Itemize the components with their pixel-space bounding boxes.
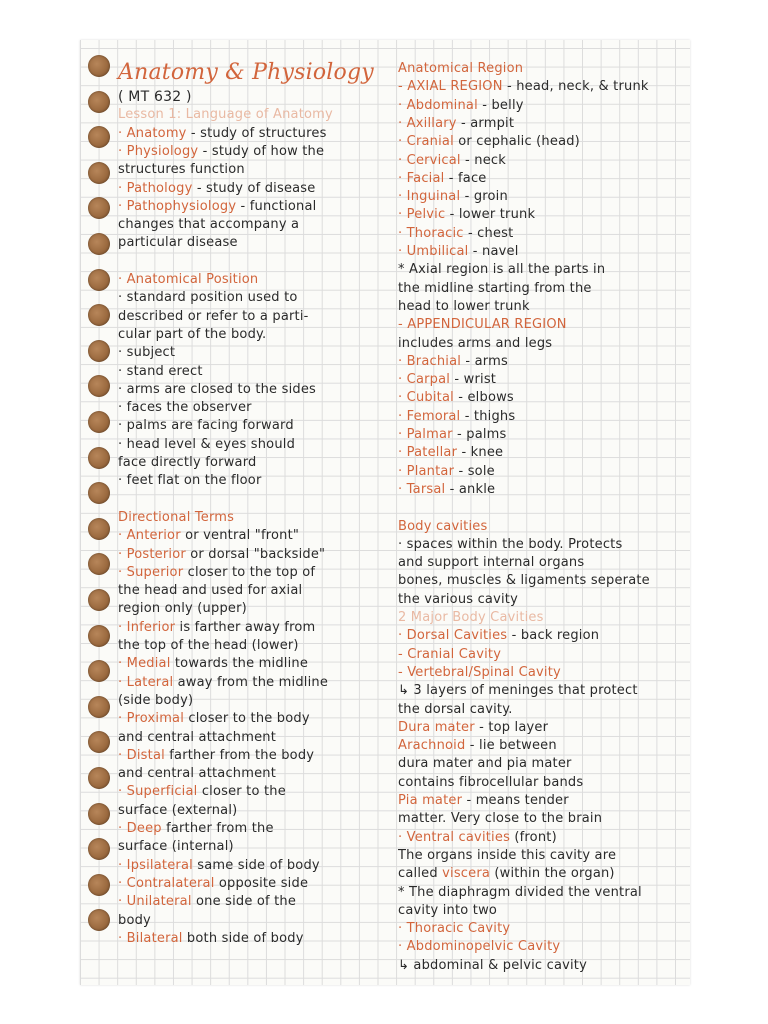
term-text: · Superficial bbox=[118, 784, 198, 800]
note-line bbox=[118, 729, 276, 747]
note-line bbox=[398, 536, 622, 554]
term-text: - Vertebral/Spinal Cavity bbox=[398, 664, 561, 680]
note-line bbox=[398, 408, 515, 426]
note-text: the head and used for axial bbox=[118, 583, 303, 599]
note-text: contains fibrocellular bands bbox=[398, 774, 584, 790]
note-line bbox=[398, 188, 508, 206]
note-text: includes arms and legs bbox=[398, 335, 553, 351]
note-line bbox=[118, 820, 274, 838]
note-text: body bbox=[118, 912, 151, 928]
note-line bbox=[118, 582, 302, 600]
term-text: · Unilateral bbox=[118, 894, 192, 910]
note-line bbox=[398, 335, 552, 353]
term-text: · Inguinal bbox=[398, 189, 461, 205]
left-column-notes bbox=[118, 60, 388, 980]
note-line bbox=[398, 60, 523, 78]
note-line bbox=[398, 371, 496, 389]
note-text: * The diaphragm divided the ventral bbox=[398, 884, 642, 900]
term-text: Directional Terms bbox=[118, 509, 235, 525]
spiral-hole bbox=[88, 731, 110, 753]
spiral-hole bbox=[88, 340, 110, 362]
term-text: · Carpal bbox=[398, 372, 451, 388]
note-line bbox=[398, 170, 487, 188]
spiral-hole bbox=[88, 482, 110, 504]
term-text: · Abdominopelvic Cavity bbox=[398, 939, 561, 955]
term-text: · Cervical bbox=[398, 152, 461, 168]
note-line bbox=[398, 115, 514, 133]
note-text: · feet flat on the floor bbox=[118, 473, 262, 489]
note-line bbox=[398, 316, 567, 334]
note-line bbox=[118, 125, 327, 143]
note-text: farther from the body bbox=[164, 747, 315, 763]
term-text: · Inferior bbox=[118, 619, 176, 635]
note-text: · palms are facing forward bbox=[118, 418, 294, 434]
note-line bbox=[118, 600, 247, 618]
term-text: · Proximal bbox=[118, 711, 185, 727]
note-text: · faces the observer bbox=[118, 400, 252, 416]
note-line bbox=[118, 472, 261, 490]
spiral-hole bbox=[88, 660, 110, 682]
note-line bbox=[398, 389, 514, 407]
note-line bbox=[118, 875, 308, 893]
note-line bbox=[398, 737, 557, 755]
right-column-notes bbox=[398, 60, 688, 980]
note-line bbox=[118, 326, 266, 344]
note-text: towards the midline bbox=[170, 656, 309, 672]
note-text: - study of structures bbox=[186, 125, 327, 141]
note-text: the top of the head (lower) bbox=[118, 638, 299, 653]
term-text: - AXIAL REGION bbox=[398, 79, 503, 95]
note-line bbox=[398, 701, 513, 719]
note-line bbox=[398, 243, 519, 261]
note-text: - functional bbox=[236, 198, 317, 214]
note-line bbox=[398, 426, 507, 444]
note-line bbox=[398, 792, 569, 810]
note-line bbox=[118, 161, 245, 179]
term-text: · Bilateral bbox=[118, 930, 183, 946]
note-line bbox=[398, 847, 616, 865]
note-line bbox=[398, 865, 615, 883]
note-line bbox=[398, 609, 544, 627]
note-text: - knee bbox=[457, 445, 504, 461]
term-text: · Brachial bbox=[398, 353, 462, 369]
note-line bbox=[118, 509, 234, 527]
note-text: - belly bbox=[477, 97, 524, 113]
term-text: - Cranial Cavity bbox=[398, 646, 502, 662]
note-text: region only (upper) bbox=[118, 601, 247, 617]
term-text: Arachnoid bbox=[398, 738, 466, 754]
note-line bbox=[118, 912, 151, 930]
term-text: · Axillary bbox=[398, 115, 457, 131]
note-line bbox=[118, 198, 316, 216]
note-line bbox=[118, 344, 175, 362]
note-line bbox=[118, 271, 258, 289]
note-line bbox=[398, 261, 605, 279]
note-text: Lesson 1: Language of Anatomy bbox=[118, 107, 333, 123]
note-text: matter. Very close to the brain bbox=[398, 811, 603, 827]
term-text: · Cubital bbox=[398, 390, 454, 406]
note-text: the dorsal cavity. bbox=[398, 701, 513, 717]
note-text: face directly forward bbox=[118, 455, 257, 470]
note-line bbox=[118, 747, 314, 765]
spiral-hole bbox=[88, 625, 110, 647]
note-text: * Axial region is all the parts in bbox=[398, 262, 606, 278]
spiral-hole bbox=[88, 91, 110, 113]
note-line bbox=[118, 546, 325, 564]
note-line bbox=[118, 106, 333, 124]
note-line bbox=[398, 444, 503, 462]
note-text: called bbox=[398, 866, 443, 882]
note-text: ↳ abdominal & pelvic cavity bbox=[398, 957, 587, 973]
term-text: · Pathophysiology bbox=[118, 198, 237, 214]
note-text: - thighs bbox=[460, 408, 516, 424]
note-line bbox=[398, 206, 535, 224]
term-text: · Pathology bbox=[118, 180, 193, 196]
term-text: · Tarsal bbox=[398, 481, 446, 497]
note-text: closer to the body bbox=[184, 711, 310, 727]
note-line bbox=[398, 810, 602, 828]
note-text: (within the organ) bbox=[490, 866, 615, 882]
note-line bbox=[118, 436, 295, 454]
note-text: dura mater and pia mater bbox=[398, 756, 572, 772]
note-text: or dorsal "backside" bbox=[185, 546, 326, 562]
term-text: · Superior bbox=[118, 564, 184, 580]
note-text: - sole bbox=[454, 463, 495, 479]
note-text: - chest bbox=[463, 225, 514, 241]
note-line bbox=[118, 930, 304, 948]
note-text: - wrist bbox=[450, 372, 497, 388]
note-line bbox=[118, 216, 299, 234]
spiral-hole bbox=[88, 696, 110, 718]
term-text: · Posterior bbox=[118, 546, 186, 562]
term-text: · Anterior bbox=[118, 528, 181, 544]
term-text: · Thoracic Cavity bbox=[398, 921, 511, 937]
note-line bbox=[398, 298, 530, 316]
term-text: · Anatomical Position bbox=[118, 272, 259, 287]
note-line bbox=[398, 78, 649, 96]
note-text: or cephalic (head) bbox=[453, 134, 580, 150]
note-text: closer to the bbox=[197, 784, 286, 800]
note-text: - back region bbox=[507, 628, 600, 644]
note-text: · stand erect bbox=[118, 363, 203, 379]
term-text: · Deep bbox=[118, 821, 162, 836]
note-text: and support internal organs bbox=[398, 555, 585, 571]
term-text: · Facial bbox=[398, 170, 445, 186]
spiral-hole bbox=[88, 874, 110, 896]
note-text: - arms bbox=[461, 353, 508, 369]
note-line bbox=[398, 97, 524, 115]
note-line bbox=[118, 692, 193, 710]
note-text: - ankle bbox=[445, 481, 496, 497]
note-line bbox=[118, 363, 203, 381]
note-line bbox=[118, 619, 315, 637]
note-text: the various cavity bbox=[398, 591, 518, 607]
term-text: · Ventral cavities bbox=[398, 829, 511, 845]
spiral-holes bbox=[88, 55, 112, 985]
term-text: · Umbilical bbox=[398, 244, 469, 259]
note-line bbox=[398, 719, 548, 737]
note-line bbox=[398, 353, 508, 371]
note-line bbox=[398, 225, 513, 243]
note-text: farther from the bbox=[161, 821, 274, 836]
term-text: Anatomy & Physiology bbox=[118, 60, 374, 85]
spiral-hole bbox=[88, 518, 110, 540]
note-line bbox=[398, 627, 599, 645]
note-line bbox=[118, 637, 299, 655]
note-text: structures function bbox=[118, 162, 245, 178]
note-text: - study of how the bbox=[198, 143, 325, 159]
note-line bbox=[118, 765, 276, 783]
note-line bbox=[118, 308, 309, 326]
note-line bbox=[118, 454, 256, 472]
term-text: viscera bbox=[442, 866, 491, 882]
term-text: · Distal bbox=[118, 747, 165, 763]
note-line bbox=[118, 527, 299, 545]
note-text: (side body) bbox=[118, 692, 194, 708]
term-text: · Thoracic bbox=[398, 225, 464, 241]
note-line bbox=[398, 829, 557, 847]
note-line bbox=[118, 399, 252, 417]
note-line bbox=[398, 591, 518, 609]
note-line bbox=[118, 180, 315, 198]
term-text: Pia mater bbox=[398, 793, 463, 808]
note-text: ( MT 632 ) bbox=[118, 89, 192, 105]
spiral-hole bbox=[88, 909, 110, 931]
note-line bbox=[398, 957, 587, 975]
spiral-hole bbox=[88, 269, 110, 291]
note-text: is farther away from bbox=[175, 619, 316, 635]
spiral-hole bbox=[88, 375, 110, 397]
note-line bbox=[118, 710, 310, 728]
spiral-hole bbox=[88, 411, 110, 433]
note-line bbox=[398, 664, 561, 682]
term-text: · Physiology bbox=[118, 143, 199, 159]
spiral-hole bbox=[88, 304, 110, 326]
note-line bbox=[398, 920, 510, 938]
note-line bbox=[118, 674, 328, 692]
note-text: away from the midline bbox=[173, 674, 329, 690]
term-text: · Dorsal Cavities bbox=[398, 628, 508, 644]
term-text: · Plantar bbox=[398, 463, 455, 479]
term-text: · Palmar bbox=[398, 427, 453, 442]
note-line bbox=[398, 280, 592, 298]
spiral-hole bbox=[88, 589, 110, 611]
note-text: opposite side bbox=[214, 875, 309, 891]
term-text: Anatomical Region bbox=[398, 61, 524, 76]
note-text: both side of body bbox=[182, 930, 304, 946]
note-text: · subject bbox=[118, 345, 176, 361]
note-text: surface (internal) bbox=[118, 839, 234, 855]
note-text: cular part of the body. bbox=[118, 326, 267, 342]
note-text: - neck bbox=[460, 152, 506, 168]
note-line bbox=[118, 88, 192, 106]
note-text: bones, muscles & ligaments seperate bbox=[398, 573, 650, 589]
note-line bbox=[398, 774, 583, 792]
term-text: · Pelvic bbox=[398, 207, 446, 223]
note-text: - navel bbox=[468, 244, 519, 259]
note-text: same side of body bbox=[192, 857, 320, 873]
term-text: · Cranial bbox=[398, 134, 454, 150]
spiral-hole bbox=[88, 553, 110, 575]
note-line bbox=[118, 893, 296, 911]
note-text: the midline starting from the bbox=[398, 280, 592, 296]
note-text: or ventral "front" bbox=[180, 528, 300, 544]
note-text: particular disease bbox=[118, 235, 238, 251]
term-text: · Femoral bbox=[398, 408, 461, 424]
note-text: and central attachment bbox=[118, 766, 277, 782]
note-text: and central attachment bbox=[118, 729, 277, 745]
spiral-hole bbox=[88, 803, 110, 825]
note-line bbox=[398, 481, 495, 499]
note-text: surface (external) bbox=[118, 802, 238, 818]
term-text: · Lateral bbox=[118, 674, 174, 690]
term-text: · Abdominal bbox=[398, 97, 478, 113]
note-line bbox=[118, 234, 238, 252]
note-text: · spaces within the body. Protects bbox=[398, 536, 623, 552]
note-line bbox=[398, 682, 638, 700]
note-line bbox=[398, 646, 501, 664]
note-text: changes that accompany a bbox=[118, 217, 300, 233]
note-line bbox=[118, 381, 316, 399]
note-line bbox=[398, 902, 497, 920]
note-line bbox=[118, 857, 320, 875]
note-line bbox=[118, 417, 294, 435]
note-text: (front) bbox=[510, 829, 557, 845]
note-text: - groin bbox=[460, 189, 508, 205]
spiral-hole bbox=[88, 162, 110, 184]
term-text: Body cavities bbox=[398, 518, 488, 534]
note-line bbox=[118, 289, 298, 307]
note-text: one side of the bbox=[191, 894, 297, 910]
note-line bbox=[398, 572, 650, 590]
note-line bbox=[118, 783, 286, 801]
note-line bbox=[398, 133, 580, 151]
term-text: - APPENDICULAR REGION bbox=[398, 317, 567, 333]
note-text: · head level & eyes should bbox=[118, 436, 296, 452]
note-text: - top layer bbox=[474, 719, 549, 735]
note-line bbox=[118, 564, 315, 582]
note-text: - study of disease bbox=[192, 180, 316, 196]
note-text: · arms are closed to the sides bbox=[118, 381, 316, 397]
note-text: described or refer to a parti- bbox=[118, 308, 309, 324]
note-text: - armpit bbox=[456, 115, 515, 131]
note-text: - lie between bbox=[465, 738, 557, 754]
spiral-hole bbox=[88, 55, 110, 77]
note-line bbox=[118, 60, 374, 86]
note-text: cavity into two bbox=[398, 902, 498, 918]
note-line bbox=[398, 938, 560, 956]
note-text: - head, neck, & trunk bbox=[502, 79, 649, 95]
note-line bbox=[118, 802, 237, 820]
spiral-hole bbox=[88, 126, 110, 148]
term-text: · Medial bbox=[118, 656, 171, 672]
spiral-hole bbox=[88, 447, 110, 469]
spiral-hole bbox=[88, 767, 110, 789]
note-text: - elbows bbox=[453, 390, 514, 406]
term-text: · Patellar bbox=[398, 445, 458, 461]
note-text: The organs inside this cavity are bbox=[398, 847, 617, 863]
note-line bbox=[398, 755, 572, 773]
term-text: · Ipsilateral bbox=[118, 857, 193, 873]
term-text: · Contralateral bbox=[118, 875, 215, 891]
note-text: - lower trunk bbox=[445, 207, 536, 223]
note-line bbox=[398, 463, 495, 481]
note-text: · standard position used to bbox=[118, 290, 298, 306]
spiral-hole bbox=[88, 197, 110, 219]
note-text: - means tender bbox=[462, 793, 569, 808]
note-line bbox=[398, 554, 584, 572]
note-text: 2 Major Body Cavities bbox=[398, 610, 544, 625]
spiral-hole bbox=[88, 838, 110, 860]
note-line bbox=[118, 143, 324, 161]
note-line bbox=[398, 152, 506, 170]
note-text: ↳ 3 layers of meninges that protect bbox=[398, 683, 638, 699]
term-text: · Anatomy bbox=[118, 125, 187, 141]
spiral-hole bbox=[88, 233, 110, 255]
note-text: head to lower trunk bbox=[398, 298, 530, 314]
note-line bbox=[118, 655, 308, 673]
term-text: Dura mater bbox=[398, 719, 475, 735]
note-line bbox=[398, 884, 642, 902]
note-text: - face bbox=[444, 170, 487, 186]
note-text: closer to the top of bbox=[183, 564, 316, 580]
note-text: - palms bbox=[452, 427, 507, 442]
note-line bbox=[398, 518, 487, 536]
note-line bbox=[118, 838, 234, 856]
